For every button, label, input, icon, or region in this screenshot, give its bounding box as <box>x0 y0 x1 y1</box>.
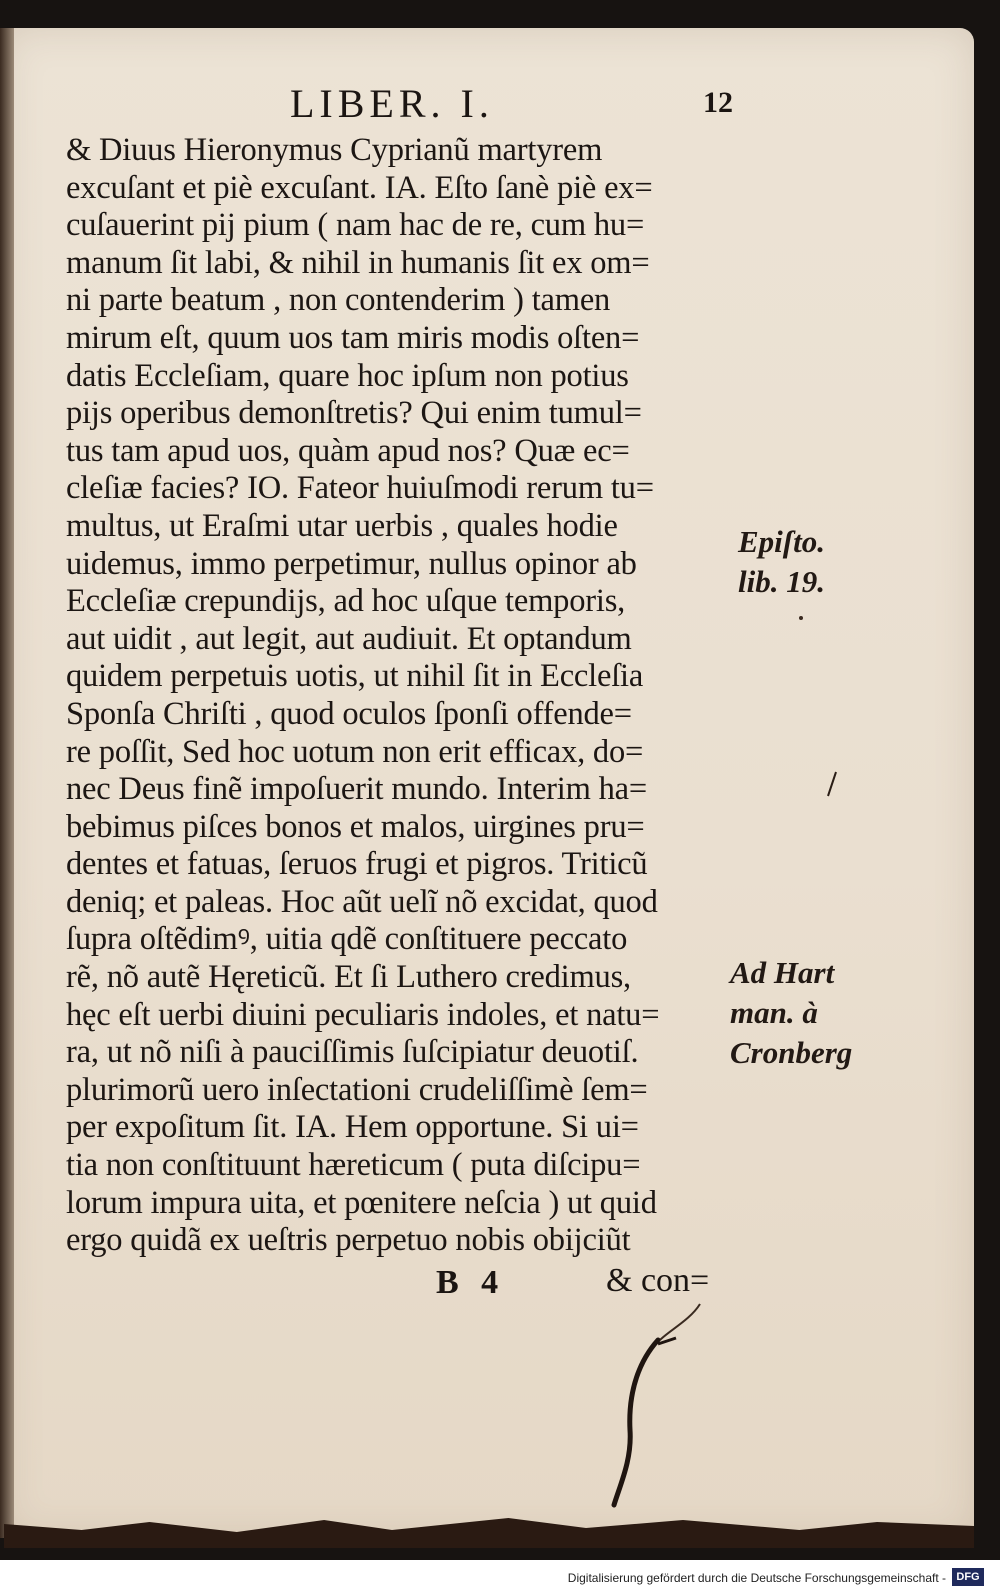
text-line: per expoſitum ſit. IA. Hem opportune. Si ui= <box>66 1109 639 1146</box>
marginal-note-hartman <box>730 955 870 1075</box>
text-line: quidem perpetuis uotis, ut nihil ſit in Eccleſia <box>66 658 644 695</box>
text-line: rẽ, nõ autẽ Hęreticũ. Et ſi Luthero credimus, <box>66 959 631 996</box>
text-line: deniq; et paleas. Hoc aũt uelĩ nõ excidat, quod <box>66 883 658 920</box>
signature-mark: B 4 <box>436 1264 499 1301</box>
page-left-edge <box>0 28 14 1538</box>
body-text <box>66 132 746 1260</box>
footer-bar <box>0 1560 1000 1596</box>
dfg-logo: DFG <box>952 1568 984 1586</box>
text-line: cleſiæ facies? IO. Fateor huiuſmodi rerum tu= <box>66 470 654 507</box>
text-line: re poſſit, Sed hoc uotum non erit efficax, do= <box>66 733 644 770</box>
text-line: ra, ut nõ niſi à pauciſſimis ſuſcipiatur deuotiſ. <box>66 1034 639 1071</box>
funding-credit: Digitalisierung gefördert durch die Deutsche Forschungsgemeinschaft - <box>567 1571 946 1585</box>
text-line: ni parte beatum , non contenderim ) tamen <box>66 282 611 319</box>
text-line: bebimus piſces bonos et malos, uirgines pru= <box>66 808 645 845</box>
ink-dot-icon <box>795 612 807 624</box>
text-line: hęc eſt uerbi diuini peculiaris indoles, et natu= <box>66 996 660 1033</box>
text-line: pijs operibus demonſtretis? Qui enim tumul= <box>66 395 642 432</box>
running-title: LIBER. I. <box>290 81 494 126</box>
text-line: & Diuus Hieronymus Cyprianũ martyrem <box>66 132 603 168</box>
text-line: manum ſit labi, & nihil in humanis ſit ex om= <box>66 244 650 281</box>
marginal-note-line: Cronberg <box>730 1035 853 1070</box>
text-line: ergo quidã ex ueſtris perpetuo nobis obijciũt <box>66 1222 631 1259</box>
text-line: tus tam apud uos, quàm apud nos? Quæ ec= <box>66 432 630 469</box>
text-line: nec Deus finẽ impoſuerit mundo. Interim ha= <box>66 771 648 808</box>
marginal-note-line: Epiſto. <box>738 524 825 559</box>
text-line: Eccleſiæ crepundijs, ad hoc uſque temporis, <box>66 583 626 620</box>
text-line: excuſant et piè excuſant. IA. Eſto ſanè piè ex= <box>66 169 653 206</box>
text-line: ſupra oſtẽdimꝰ, uitia qdẽ conſtituere peccato <box>66 921 628 958</box>
pen-stroke-icon <box>600 1300 720 1510</box>
text-line: mirum eſt, quum uos tam miris modis oſten= <box>66 319 640 356</box>
text-line: dentes et fatuas, ſeruos frugi et pigros. Triticũ <box>66 846 648 883</box>
marginal-note-epistola <box>738 524 858 604</box>
text-line: lorum impura uita, et pœnitere neſcia ) ut quid <box>66 1184 657 1221</box>
running-head <box>0 80 1000 130</box>
text-line: cuſauerint pij pium ( nam hac de re, cum hu= <box>66 207 645 244</box>
text-line: aut uidit , aut legit, aut audiuit. Et optandum <box>66 620 632 657</box>
text-line: uidemus, immo perpetimur, nullus opinor ab <box>66 545 637 582</box>
text-line: plurimorũ uero inſectationi crudeliſſimè ſem= <box>66 1071 648 1108</box>
pen-tick-icon <box>824 770 840 798</box>
folio-number: 12 <box>703 86 733 119</box>
text-line: Sponſa Chriſti , quod oculos ſponſi offende= <box>66 695 632 732</box>
text-line: tia non conſtituunt hæreticum ( puta diſcipu= <box>66 1147 641 1184</box>
catchword: & con= <box>606 1262 710 1299</box>
marginal-note-line: lib. 19. <box>738 564 825 599</box>
marginal-note-line: man. à <box>730 995 818 1030</box>
text-line: datis Eccleſiam, quare hoc ipſum non potius <box>66 357 629 394</box>
marginal-note-line: Ad Hart <box>730 955 835 990</box>
text-line: multus, ut Eraſmi utar uerbis , quales hodie <box>66 507 618 544</box>
